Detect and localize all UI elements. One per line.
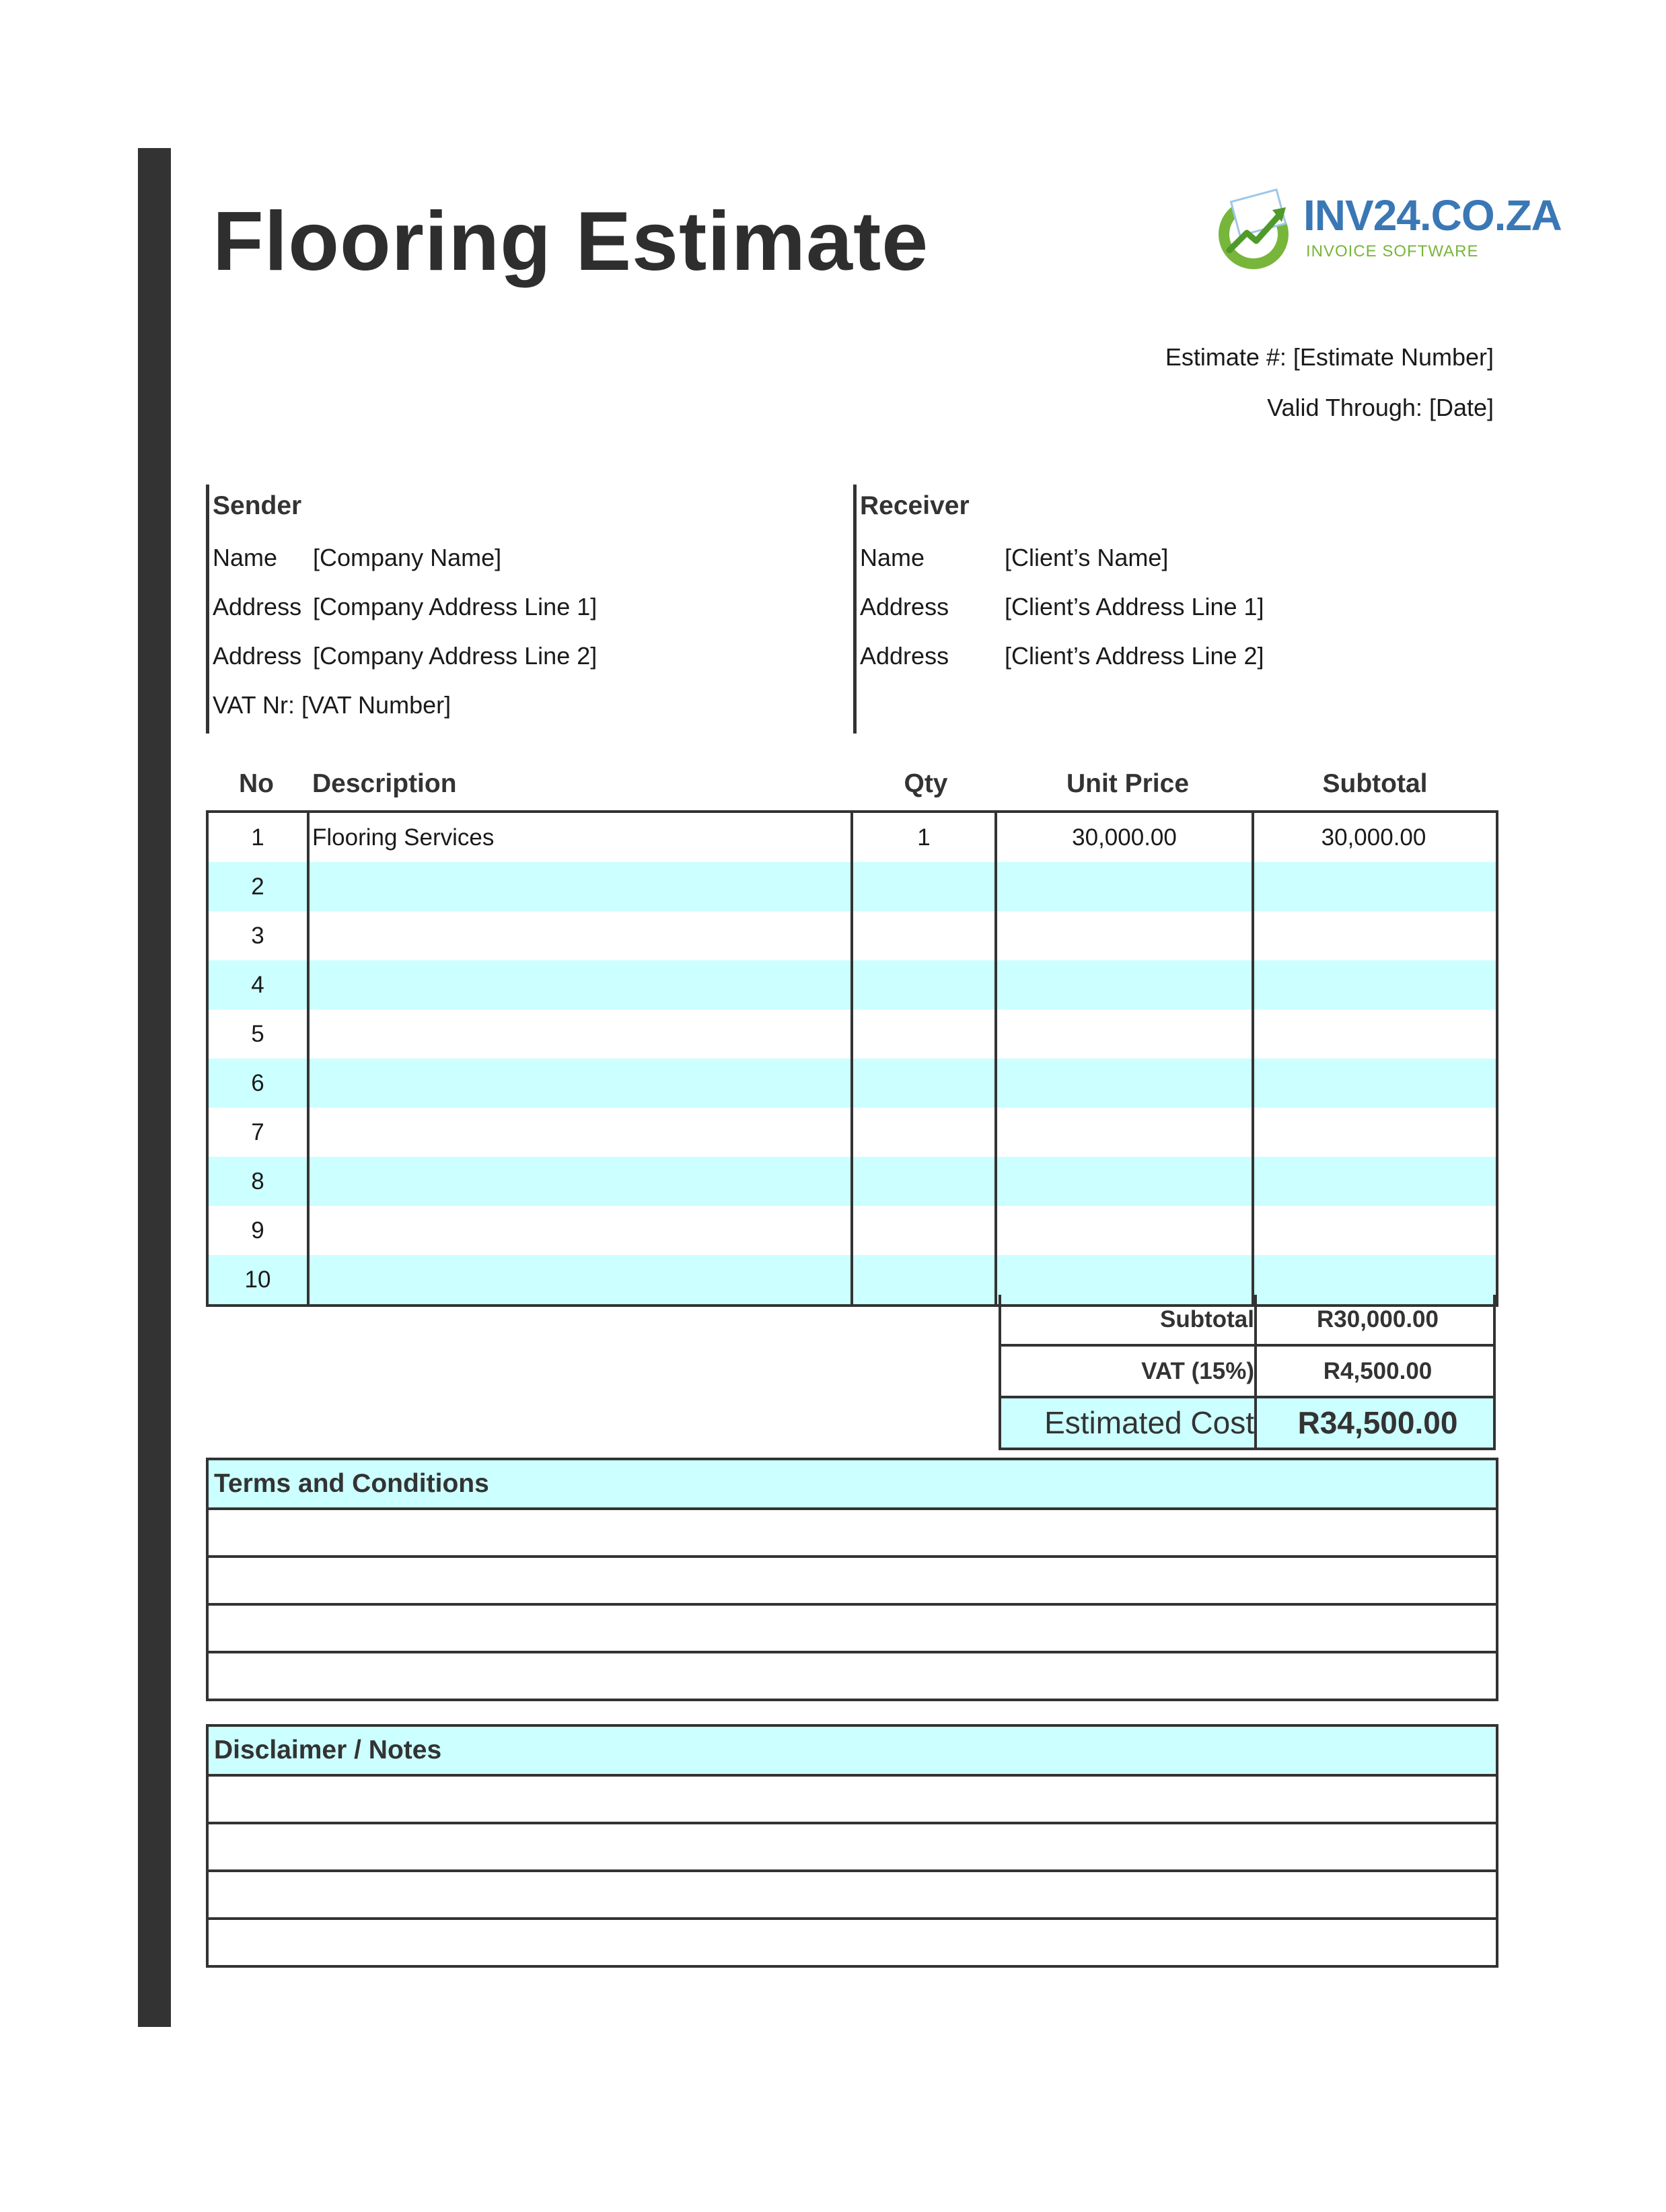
cell-description xyxy=(312,1255,844,1304)
cell-no: 2 xyxy=(251,873,264,900)
receiver-address1-value: [Client’s Address Line 1] xyxy=(1005,593,1264,620)
cell-unit-price xyxy=(997,862,1252,911)
cell-subtotal xyxy=(1254,1206,1493,1255)
column-divider xyxy=(1252,813,1254,1304)
sender-vat-row xyxy=(213,691,451,719)
totals-subtotal-row xyxy=(999,1295,1496,1347)
cell-qty xyxy=(853,1206,994,1255)
cell-description: Flooring Services xyxy=(312,824,495,851)
cell-description xyxy=(312,1206,844,1255)
notes-line[interactable] xyxy=(209,1920,1496,1965)
logo-tagline: INVOICE SOFTWARE xyxy=(1306,242,1479,260)
cell-unit-price xyxy=(997,1059,1252,1108)
cell-no: 3 xyxy=(251,923,264,949)
column-divider xyxy=(994,813,997,1304)
logo xyxy=(1215,188,1562,273)
totals-estimated-row xyxy=(999,1398,1496,1450)
sender-vat-value: [VAT Number] xyxy=(301,691,451,719)
totals-vat-value: R4,500.00 xyxy=(1323,1358,1433,1384)
sender-address1-label: Address xyxy=(213,593,302,620)
cell-qty xyxy=(853,1255,994,1304)
sender-name-value: [Company Name] xyxy=(313,544,502,571)
cell-description xyxy=(312,1009,844,1059)
cell-description xyxy=(312,911,844,960)
cell-no: 8 xyxy=(251,1168,264,1194)
cell-no: 5 xyxy=(251,1021,264,1047)
cell-unit-price xyxy=(997,1108,1252,1157)
cell-no: 7 xyxy=(251,1119,264,1145)
cell-qty xyxy=(853,1009,994,1059)
cell-subtotal xyxy=(1254,1108,1493,1157)
cell-description xyxy=(312,1108,844,1157)
cell-qty xyxy=(853,1059,994,1108)
sender-heading: Sender xyxy=(213,491,302,520)
cell-no: 10 xyxy=(244,1266,271,1293)
sender-address1-value: [Company Address Line 1] xyxy=(313,593,597,620)
cell-no: 1 xyxy=(251,824,264,851)
cell-description xyxy=(312,1157,844,1206)
cell-subtotal: 30,000.00 xyxy=(1321,824,1426,851)
estimate-number-label: Estimate #: xyxy=(1165,343,1287,371)
cell-subtotal xyxy=(1254,911,1493,960)
cell-subtotal xyxy=(1254,1009,1493,1059)
header-no: No xyxy=(239,769,274,798)
sender-address2-label: Address xyxy=(213,642,302,670)
valid-through-value: [Date] xyxy=(1428,394,1494,421)
totals-subtotal-value: R30,000.00 xyxy=(1317,1306,1439,1332)
cell-subtotal xyxy=(1254,862,1493,911)
cell-qty xyxy=(853,960,994,1009)
valid-through-label: Valid Through: xyxy=(1267,394,1422,421)
cell-unit-price xyxy=(997,1009,1252,1059)
totals-vat-label: VAT (15%) xyxy=(1141,1358,1254,1384)
sender-name-label: Name xyxy=(213,544,278,571)
totals-vat-row xyxy=(999,1347,1496,1398)
cell-qty xyxy=(853,1157,994,1206)
logo-name: INV24.CO.ZA xyxy=(1303,191,1562,240)
page-title: Flooring Estimate xyxy=(213,195,929,288)
items-grid xyxy=(206,810,1498,1307)
sender-block xyxy=(206,485,815,734)
cell-unit-price xyxy=(997,1206,1252,1255)
sender-vat-label: VAT Nr: xyxy=(213,691,295,719)
cell-unit-price xyxy=(997,1157,1252,1206)
terms-line[interactable] xyxy=(209,1558,1496,1606)
receiver-address2-row xyxy=(860,642,1264,670)
cell-unit-price xyxy=(997,911,1252,960)
estimate-number xyxy=(1165,343,1494,371)
header-subtotal: Subtotal xyxy=(1322,769,1428,798)
valid-through xyxy=(1267,394,1494,422)
header-description: Description xyxy=(312,769,457,798)
sidebar-bar xyxy=(138,148,171,2027)
terms-box xyxy=(206,1458,1498,1701)
receiver-address2-value: [Client’s Address Line 2] xyxy=(1005,642,1264,670)
totals-estimated-value: R34,500.00 xyxy=(1297,1405,1458,1440)
sender-address1-row xyxy=(213,593,597,621)
totals-estimated-label: Estimated Cost xyxy=(1044,1405,1254,1440)
cell-qty: 1 xyxy=(917,824,931,851)
notes-box xyxy=(206,1724,1498,1968)
cell-no: 4 xyxy=(251,972,264,998)
sender-address2-row xyxy=(213,642,597,670)
notes-line[interactable] xyxy=(209,1777,1496,1824)
receiver-block xyxy=(853,485,1462,734)
estimate-number-value: [Estimate Number] xyxy=(1293,343,1494,371)
cell-subtotal xyxy=(1254,1157,1493,1206)
receiver-name-label: Name xyxy=(860,544,925,571)
cell-description xyxy=(312,960,844,1009)
receiver-heading: Receiver xyxy=(860,491,970,520)
cell-qty xyxy=(853,911,994,960)
cell-subtotal xyxy=(1254,960,1493,1009)
cell-unit-price xyxy=(997,960,1252,1009)
totals-block xyxy=(999,1295,1496,1450)
cell-unit-price: 30,000.00 xyxy=(1072,824,1177,851)
cell-no: 9 xyxy=(251,1217,264,1244)
cell-subtotal xyxy=(1254,1059,1493,1108)
sender-name-row xyxy=(213,544,502,572)
cell-qty xyxy=(853,1108,994,1157)
column-divider xyxy=(307,813,310,1304)
terms-line[interactable] xyxy=(209,1606,1496,1653)
terms-heading: Terms and Conditions xyxy=(209,1460,1496,1510)
logo-icon xyxy=(1215,188,1302,273)
receiver-name-row xyxy=(860,544,1169,572)
notes-heading: Disclaimer / Notes xyxy=(209,1727,1496,1777)
terms-line[interactable] xyxy=(209,1510,1496,1558)
notes-line[interactable] xyxy=(209,1824,1496,1872)
receiver-name-value: [Client’s Name] xyxy=(1005,544,1169,571)
cell-qty xyxy=(853,862,994,911)
receiver-address1-row xyxy=(860,593,1264,621)
cell-description xyxy=(312,862,844,911)
receiver-address1-label: Address xyxy=(860,593,949,620)
notes-line[interactable] xyxy=(209,1872,1496,1920)
header-unit-price: Unit Price xyxy=(1066,769,1190,798)
terms-line[interactable] xyxy=(209,1653,1496,1699)
cell-description xyxy=(312,1059,844,1108)
sender-address2-value: [Company Address Line 2] xyxy=(313,642,597,670)
receiver-address2-label: Address xyxy=(860,642,949,670)
cell-no: 6 xyxy=(251,1070,264,1096)
header-qty: Qty xyxy=(904,769,948,798)
column-divider xyxy=(850,813,853,1304)
totals-subtotal-label: Subtotal xyxy=(1160,1306,1254,1332)
